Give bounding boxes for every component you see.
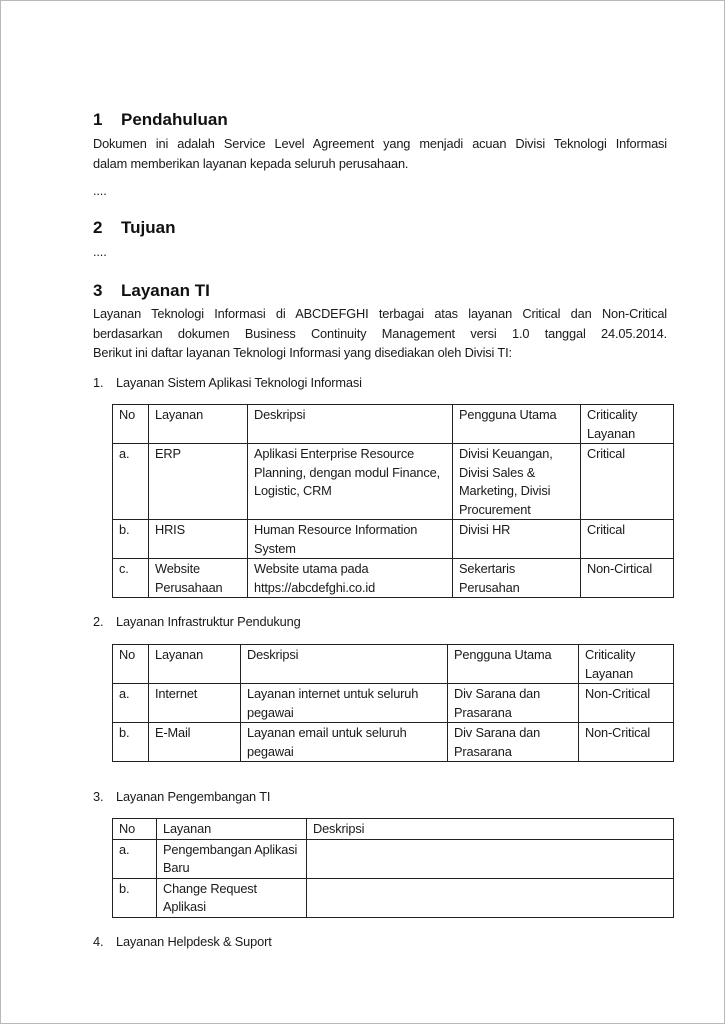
list-item [93,375,362,390]
table-cell: Change Request Aplikasi [157,878,307,917]
table-row [113,520,674,559]
table-row [113,444,674,520]
table-pengembangan [112,818,674,918]
list-title: Layanan Sistem Aplikasi Teknologi Informasi [116,375,362,390]
table-row [113,878,674,917]
list-number: 1. [93,375,104,390]
table-row [113,559,674,598]
table-header-row [113,405,674,444]
paragraph-line: Layanan Teknologi Informasi di ABCDEFGHI terbagai atas layanan Critical dan Non-Critical [93,306,667,321]
heading-number: 2 [93,218,103,237]
list-item [93,614,301,629]
table-cell: Div Sarana dan Prasarana [448,684,579,723]
header-cell: Pengguna Utama [448,645,579,684]
header-cell: Layanan [149,645,241,684]
table-infrastruktur [112,644,674,762]
table-cell: Layanan email untuk seluruh pegawai [241,723,448,762]
table-cell: Non-Critical [579,684,674,723]
table-cell: Pengembangan Aplikasi Baru [157,839,307,878]
table-cell: Aplikasi Enterprise Resource Planning, dengan modul Finance, Logistic, CRM [248,444,453,520]
table-cell [307,878,674,917]
table-cell: b. [113,723,149,762]
table-cell: Layanan internet untuk seluruh pegawai [241,684,448,723]
heading-number: 3 [93,281,103,300]
table-cell [307,839,674,878]
table-cell: HRIS [149,520,248,559]
table-cell: a. [113,839,157,878]
heading-number: 1 [93,110,103,129]
table-cell: Website Perusahaan [149,559,248,598]
table-cell: Divisi Keuangan, Divisi Sales & Marketing, Divisi Procurement [453,444,581,520]
heading-title: Pendahuluan [121,110,228,129]
table-header-row [113,645,674,684]
list-number: 3. [93,789,104,804]
list-item [93,934,272,949]
table-cell: b. [113,520,149,559]
header-cell: Criticality Layanan [579,645,674,684]
list-title: Layanan Helpdesk & Suport [116,934,272,949]
header-cell: Deskripsi [241,645,448,684]
header-cell: Deskripsi [307,819,674,840]
table-aplikasi [112,404,674,598]
table-cell: Sekertaris Perusahan [453,559,581,598]
table-cell: a. [113,444,149,520]
table-cell: Divisi HR [453,520,581,559]
heading-title: Tujuan [121,218,176,237]
table-cell: ERP [149,444,248,520]
list-number: 4. [93,934,104,949]
ellipsis-text: .... [93,244,107,259]
table-cell: Website utama pada https://abcdefghi.co.id [248,559,453,598]
table-cell: E-Mail [149,723,241,762]
table-header-row [113,819,674,840]
paragraph-line: Dokumen ini adalah Service Level Agreement yang menjadi acuan Divisi Teknologi Informasi [93,136,667,151]
header-cell: No [113,405,149,444]
table-cell: Critical [581,520,674,559]
header-cell: Pengguna Utama [453,405,581,444]
list-title: Layanan Pengembangan TI [116,789,271,804]
table-cell: Human Resource Information System [248,520,453,559]
header-cell: No [113,819,157,840]
paragraph-line: Berikut ini daftar layanan Teknologi Informasi yang disediakan oleh Divisi TI: [93,345,512,360]
heading-pendahuluan [93,110,228,130]
table-row [113,723,674,762]
header-cell: Layanan [149,405,248,444]
table-cell: Non-Cirtical [581,559,674,598]
list-number: 2. [93,614,104,629]
ellipsis-text: .... [93,183,107,198]
header-cell: No [113,645,149,684]
table-cell: Critical [581,444,674,520]
heading-tujuan [93,218,175,238]
table-cell: Non-Critical [579,723,674,762]
header-cell: Criticality Layanan [581,405,674,444]
table-row [113,839,674,878]
header-cell: Deskripsi [248,405,453,444]
paragraph-pendahuluan [93,134,667,173]
list-title: Layanan Infrastruktur Pendukung [116,614,301,629]
list-item [93,789,270,804]
header-cell: Layanan [157,819,307,840]
paragraph-line: dalam memberikan layanan kepada seluruh perusahaan. [93,155,409,171]
table-cell: a. [113,684,149,723]
table-cell: b. [113,878,157,917]
table-cell: Div Sarana dan Prasarana [448,723,579,762]
heading-layanan-ti [93,281,210,301]
table-cell: Internet [149,684,241,723]
table-cell: c. [113,559,149,598]
heading-title: Layanan TI [121,281,210,300]
table-row [113,684,674,723]
paragraph-layanan-ti [93,304,667,363]
paragraph-line: berdasarkan dokumen Business Continuity Management versi 1.0 tanggal 24.05.2014. [93,325,667,341]
